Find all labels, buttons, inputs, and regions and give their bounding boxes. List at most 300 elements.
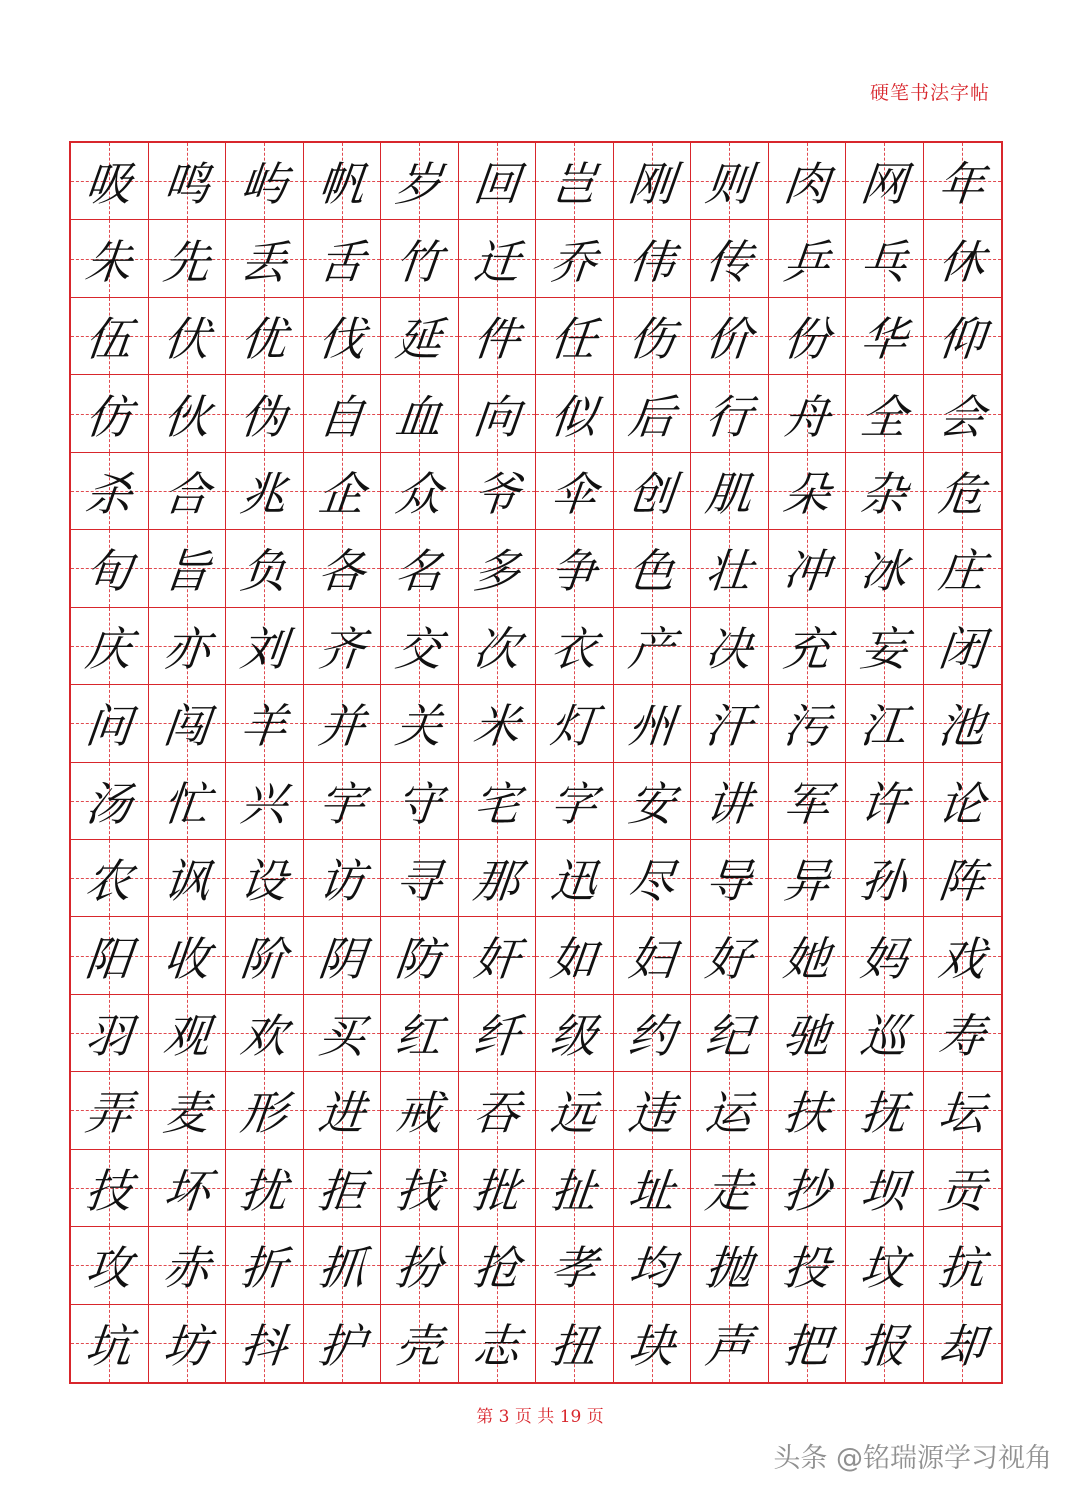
grid-cell (71, 530, 149, 607)
grid-cell (769, 1150, 847, 1227)
character: 那 (470, 854, 523, 909)
grid-cell (226, 220, 304, 297)
grid-cell (691, 840, 769, 917)
character: 网 (858, 157, 910, 212)
grid-cell (71, 840, 149, 917)
grid-cell (691, 1227, 769, 1304)
grid-cell (846, 453, 924, 530)
grid-cell (614, 143, 692, 220)
grid-cell (381, 375, 459, 452)
grid-cell (226, 143, 304, 220)
character: 麦 (160, 1086, 213, 1141)
grid-cell (381, 917, 459, 994)
character: 后 (625, 389, 678, 444)
character: 形 (238, 1086, 290, 1141)
practice-grid (69, 141, 1003, 1384)
grid-cell (614, 995, 692, 1072)
grid-cell (226, 530, 304, 607)
grid-cell (846, 1072, 924, 1149)
character: 均 (625, 1241, 678, 1296)
character: 合 (160, 466, 213, 521)
character: 庆 (83, 621, 135, 676)
grid-cell (924, 453, 1002, 530)
character: 米 (470, 699, 523, 754)
character: 吞 (470, 1086, 523, 1141)
character: 纪 (703, 1009, 755, 1064)
grid-cell (304, 453, 382, 530)
grid-cell (71, 453, 149, 530)
character: 戏 (936, 931, 988, 986)
watermark: 头条 @铭瑞源学习视角 (773, 1443, 1052, 1474)
grid-cell (691, 453, 769, 530)
grid-cell (846, 685, 924, 762)
character: 争 (548, 544, 600, 599)
character: 军 (780, 776, 833, 831)
character: 抖 (238, 1319, 290, 1374)
grid-cell (226, 995, 304, 1072)
character: 驰 (780, 1009, 833, 1064)
grid-cell (149, 1150, 227, 1227)
character: 血 (393, 389, 445, 444)
character: 朱 (83, 234, 135, 289)
grid-cell (614, 1072, 692, 1149)
grid-cell (691, 608, 769, 685)
grid-cell (614, 1305, 692, 1382)
character: 爷 (470, 466, 523, 521)
character: 全 (858, 389, 910, 444)
character: 讽 (160, 854, 213, 909)
grid-cell (536, 1150, 614, 1227)
character: 安 (625, 776, 678, 831)
grid-cell (924, 763, 1002, 840)
character: 竹 (393, 234, 445, 289)
grid-cell (149, 1072, 227, 1149)
grid-cell (71, 220, 149, 297)
grid-cell (459, 1150, 537, 1227)
character: 块 (625, 1319, 678, 1374)
grid-cell (226, 840, 304, 917)
grid-cell (459, 763, 537, 840)
grid-cell (226, 763, 304, 840)
character: 访 (315, 854, 368, 909)
grid-cell (304, 220, 382, 297)
grid-cell (381, 995, 459, 1072)
grid-cell (304, 608, 382, 685)
character: 回 (470, 157, 523, 212)
grid-cell (71, 143, 149, 220)
character: 违 (625, 1086, 678, 1141)
character: 次 (470, 621, 523, 676)
character: 帆 (315, 157, 368, 212)
grid-cell (691, 1305, 769, 1382)
grid-cell (381, 608, 459, 685)
character: 仰 (936, 312, 988, 367)
grid-cell (381, 1305, 459, 1382)
grid-cell (691, 220, 769, 297)
character: 任 (548, 312, 600, 367)
character: 抄 (780, 1163, 833, 1218)
page-title: 硬笔书法字帖 (869, 82, 990, 104)
grid-cell (536, 840, 614, 917)
character: 奸 (470, 931, 523, 986)
character: 抓 (315, 1241, 368, 1296)
grid-cell (149, 220, 227, 297)
character: 名 (393, 544, 445, 599)
grid-cell (924, 220, 1002, 297)
grid-cell (149, 995, 227, 1072)
character: 抢 (470, 1241, 523, 1296)
character: 行 (703, 389, 755, 444)
grid-cell (304, 1227, 382, 1304)
character: 丢 (238, 234, 290, 289)
grid-cell (149, 1305, 227, 1382)
character: 防 (393, 931, 445, 986)
character: 扭 (548, 1319, 600, 1374)
character: 折 (238, 1241, 290, 1296)
character: 创 (625, 466, 678, 521)
grid-cell (149, 685, 227, 762)
grid-cell (846, 375, 924, 452)
character: 羊 (238, 699, 290, 754)
grid-cell (846, 840, 924, 917)
grid-cell (149, 375, 227, 452)
grid-cell (459, 375, 537, 452)
character: 则 (703, 157, 755, 212)
grid-cell (769, 375, 847, 452)
grid-cell (149, 530, 227, 607)
character: 远 (548, 1086, 600, 1141)
grid-cell (304, 995, 382, 1072)
character: 杂 (858, 466, 910, 521)
character: 妈 (858, 931, 910, 986)
grid-cell (769, 1227, 847, 1304)
grid-cell (769, 530, 847, 607)
character: 乒 (780, 234, 833, 289)
character: 传 (703, 234, 755, 289)
grid-cell (846, 995, 924, 1072)
character: 岁 (393, 157, 445, 212)
character: 尽 (625, 854, 678, 909)
grid-cell (691, 685, 769, 762)
grid-cell (226, 453, 304, 530)
character: 字 (548, 776, 600, 831)
grid-cell (769, 453, 847, 530)
character: 优 (238, 312, 290, 367)
character: 似 (548, 389, 600, 444)
character: 如 (548, 931, 600, 986)
grid-cell (149, 763, 227, 840)
grid-cell (381, 1150, 459, 1227)
character: 阶 (238, 931, 290, 986)
character: 色 (625, 544, 678, 599)
character: 朵 (780, 466, 833, 521)
grid-cell (846, 298, 924, 375)
grid-cell (149, 298, 227, 375)
character: 企 (315, 466, 368, 521)
grid-cell (614, 608, 692, 685)
grid-cell (304, 375, 382, 452)
character: 亦 (160, 621, 213, 676)
grid-cell (459, 840, 537, 917)
grid-cell (149, 608, 227, 685)
character: 旬 (83, 544, 135, 599)
grid-cell (691, 995, 769, 1072)
grid-cell (536, 220, 614, 297)
grid-cell (536, 1072, 614, 1149)
character: 寿 (936, 1009, 988, 1064)
character: 坊 (160, 1319, 213, 1374)
character: 找 (393, 1163, 445, 1218)
grid-cell (614, 220, 692, 297)
character: 孝 (548, 1241, 600, 1296)
grid-cell (304, 143, 382, 220)
grid-cell (71, 1072, 149, 1149)
grid-cell (536, 685, 614, 762)
character: 寻 (393, 854, 445, 909)
grid-cell (381, 840, 459, 917)
character: 戒 (393, 1086, 445, 1141)
character: 刘 (238, 621, 290, 676)
grid-cell (536, 298, 614, 375)
grid-cell (459, 143, 537, 220)
grid-cell (614, 917, 692, 994)
grid-cell (691, 1072, 769, 1149)
character: 自 (315, 389, 368, 444)
character: 壳 (393, 1319, 445, 1374)
character: 伤 (625, 312, 678, 367)
character: 冲 (780, 544, 833, 599)
character: 报 (858, 1319, 910, 1374)
grid-cell (769, 685, 847, 762)
character: 批 (470, 1163, 523, 1218)
character: 价 (703, 312, 755, 367)
character: 吸 (83, 157, 135, 212)
grid-cell (459, 685, 537, 762)
character: 走 (703, 1163, 755, 1218)
character: 阴 (315, 931, 368, 986)
character: 岂 (548, 157, 600, 212)
character: 决 (703, 621, 755, 676)
character: 级 (548, 1009, 600, 1064)
grid-cell (769, 143, 847, 220)
character: 舌 (315, 234, 368, 289)
grid-cell (304, 298, 382, 375)
character: 会 (936, 389, 988, 444)
grid-cell (381, 1072, 459, 1149)
grid-cell (71, 995, 149, 1072)
character: 问 (83, 699, 135, 754)
grid-cell (846, 530, 924, 607)
character: 仿 (83, 389, 135, 444)
character: 抚 (858, 1086, 910, 1141)
grid-cell (226, 1150, 304, 1227)
character: 设 (238, 854, 290, 909)
character: 投 (780, 1241, 833, 1296)
character: 址 (625, 1163, 678, 1218)
character: 观 (160, 1009, 213, 1064)
character: 伟 (625, 234, 678, 289)
grid-cell (304, 530, 382, 607)
grid-cell (149, 453, 227, 530)
grid-cell (536, 375, 614, 452)
character: 坛 (936, 1086, 988, 1141)
character: 农 (83, 854, 135, 909)
character: 讲 (703, 776, 755, 831)
grid-cell (149, 143, 227, 220)
grid-cell (924, 375, 1002, 452)
character: 闯 (160, 699, 213, 754)
grid-cell (381, 298, 459, 375)
character: 守 (393, 776, 445, 831)
character: 交 (393, 621, 445, 676)
grid-cell (846, 1305, 924, 1382)
grid-cell (71, 917, 149, 994)
character: 宅 (470, 776, 523, 831)
grid-cell (846, 220, 924, 297)
grid-cell (459, 1072, 537, 1149)
page-number: 第 3 页 共 19 页 (476, 1407, 604, 1427)
character: 伍 (83, 312, 135, 367)
grid-cell (924, 143, 1002, 220)
grid-cell (691, 143, 769, 220)
character: 赤 (160, 1241, 213, 1296)
grid-cell (846, 917, 924, 994)
character: 份 (780, 312, 833, 367)
grid-cell (381, 530, 459, 607)
character: 阵 (936, 854, 988, 909)
grid-cell (459, 1305, 537, 1382)
character: 收 (160, 931, 213, 986)
grid-cell (769, 917, 847, 994)
character: 坝 (858, 1163, 910, 1218)
grid-cell (459, 298, 537, 375)
character: 乔 (548, 234, 600, 289)
character: 闭 (936, 621, 988, 676)
grid-cell (614, 840, 692, 917)
character: 关 (393, 699, 445, 754)
grid-cell (691, 530, 769, 607)
grid-cell (304, 917, 382, 994)
grid-cell (691, 298, 769, 375)
character: 衣 (548, 621, 600, 676)
grid-cell (846, 1150, 924, 1227)
grid-cell (691, 1150, 769, 1227)
grid-cell (381, 685, 459, 762)
character: 孙 (858, 854, 910, 909)
character: 巡 (858, 1009, 910, 1064)
grid-cell (226, 608, 304, 685)
grid-cell (924, 995, 1002, 1072)
grid-cell (769, 1305, 847, 1382)
grid-cell (459, 1227, 537, 1304)
character: 多 (470, 544, 523, 599)
character: 贡 (936, 1163, 988, 1218)
grid-cell (769, 840, 847, 917)
character: 州 (625, 699, 678, 754)
grid-cell (536, 763, 614, 840)
character: 进 (315, 1086, 368, 1141)
character: 弄 (83, 1086, 135, 1141)
grid-cell (769, 1072, 847, 1149)
grid-cell (924, 1227, 1002, 1304)
character: 护 (315, 1319, 368, 1374)
character: 先 (160, 234, 213, 289)
grid-cell (459, 995, 537, 1072)
character: 异 (780, 854, 833, 909)
grid-cell (381, 763, 459, 840)
character: 技 (83, 1163, 135, 1218)
character: 件 (470, 312, 523, 367)
grid-cell (614, 530, 692, 607)
grid-cell (304, 1150, 382, 1227)
grid-cell (536, 453, 614, 530)
character: 污 (780, 699, 833, 754)
grid-cell (536, 917, 614, 994)
grid-cell (614, 375, 692, 452)
character: 汤 (83, 776, 135, 831)
grid-cell (846, 608, 924, 685)
grid-cell (304, 1305, 382, 1382)
grid-cell (924, 530, 1002, 607)
grid-cell (691, 763, 769, 840)
character: 迅 (548, 854, 600, 909)
character: 欢 (238, 1009, 290, 1064)
grid-cell (226, 375, 304, 452)
grid-cell (691, 917, 769, 994)
grid-cell (459, 220, 537, 297)
character: 约 (625, 1009, 678, 1064)
character: 伐 (315, 312, 368, 367)
grid-cell (614, 453, 692, 530)
character: 肌 (703, 466, 755, 521)
grid-cell (149, 917, 227, 994)
grid-cell (691, 375, 769, 452)
grid-cell (536, 143, 614, 220)
grid-cell (536, 1227, 614, 1304)
grid-cell (536, 530, 614, 607)
character: 休 (936, 234, 988, 289)
grid-cell (226, 685, 304, 762)
grid-cell (769, 763, 847, 840)
character: 汗 (703, 699, 755, 754)
character: 扮 (393, 1241, 445, 1296)
character: 攻 (83, 1241, 135, 1296)
character: 忙 (160, 776, 213, 831)
character: 买 (315, 1009, 368, 1064)
grid-cell (71, 763, 149, 840)
character: 抗 (936, 1241, 988, 1296)
character: 伏 (160, 312, 213, 367)
character: 产 (625, 621, 678, 676)
grid-cell (924, 298, 1002, 375)
character: 延 (393, 312, 445, 367)
grid-cell (71, 1150, 149, 1227)
grid-cell (459, 917, 537, 994)
grid-cell (304, 763, 382, 840)
character: 壮 (703, 544, 755, 599)
character: 华 (858, 312, 910, 367)
grid-cell (226, 1227, 304, 1304)
character: 阳 (83, 931, 135, 986)
character: 拒 (315, 1163, 368, 1218)
grid-cell (924, 608, 1002, 685)
grid-cell (924, 685, 1002, 762)
character: 坟 (858, 1241, 910, 1296)
character: 乓 (858, 234, 910, 289)
character: 扶 (780, 1086, 833, 1141)
character: 却 (936, 1319, 988, 1374)
character: 把 (780, 1319, 833, 1374)
